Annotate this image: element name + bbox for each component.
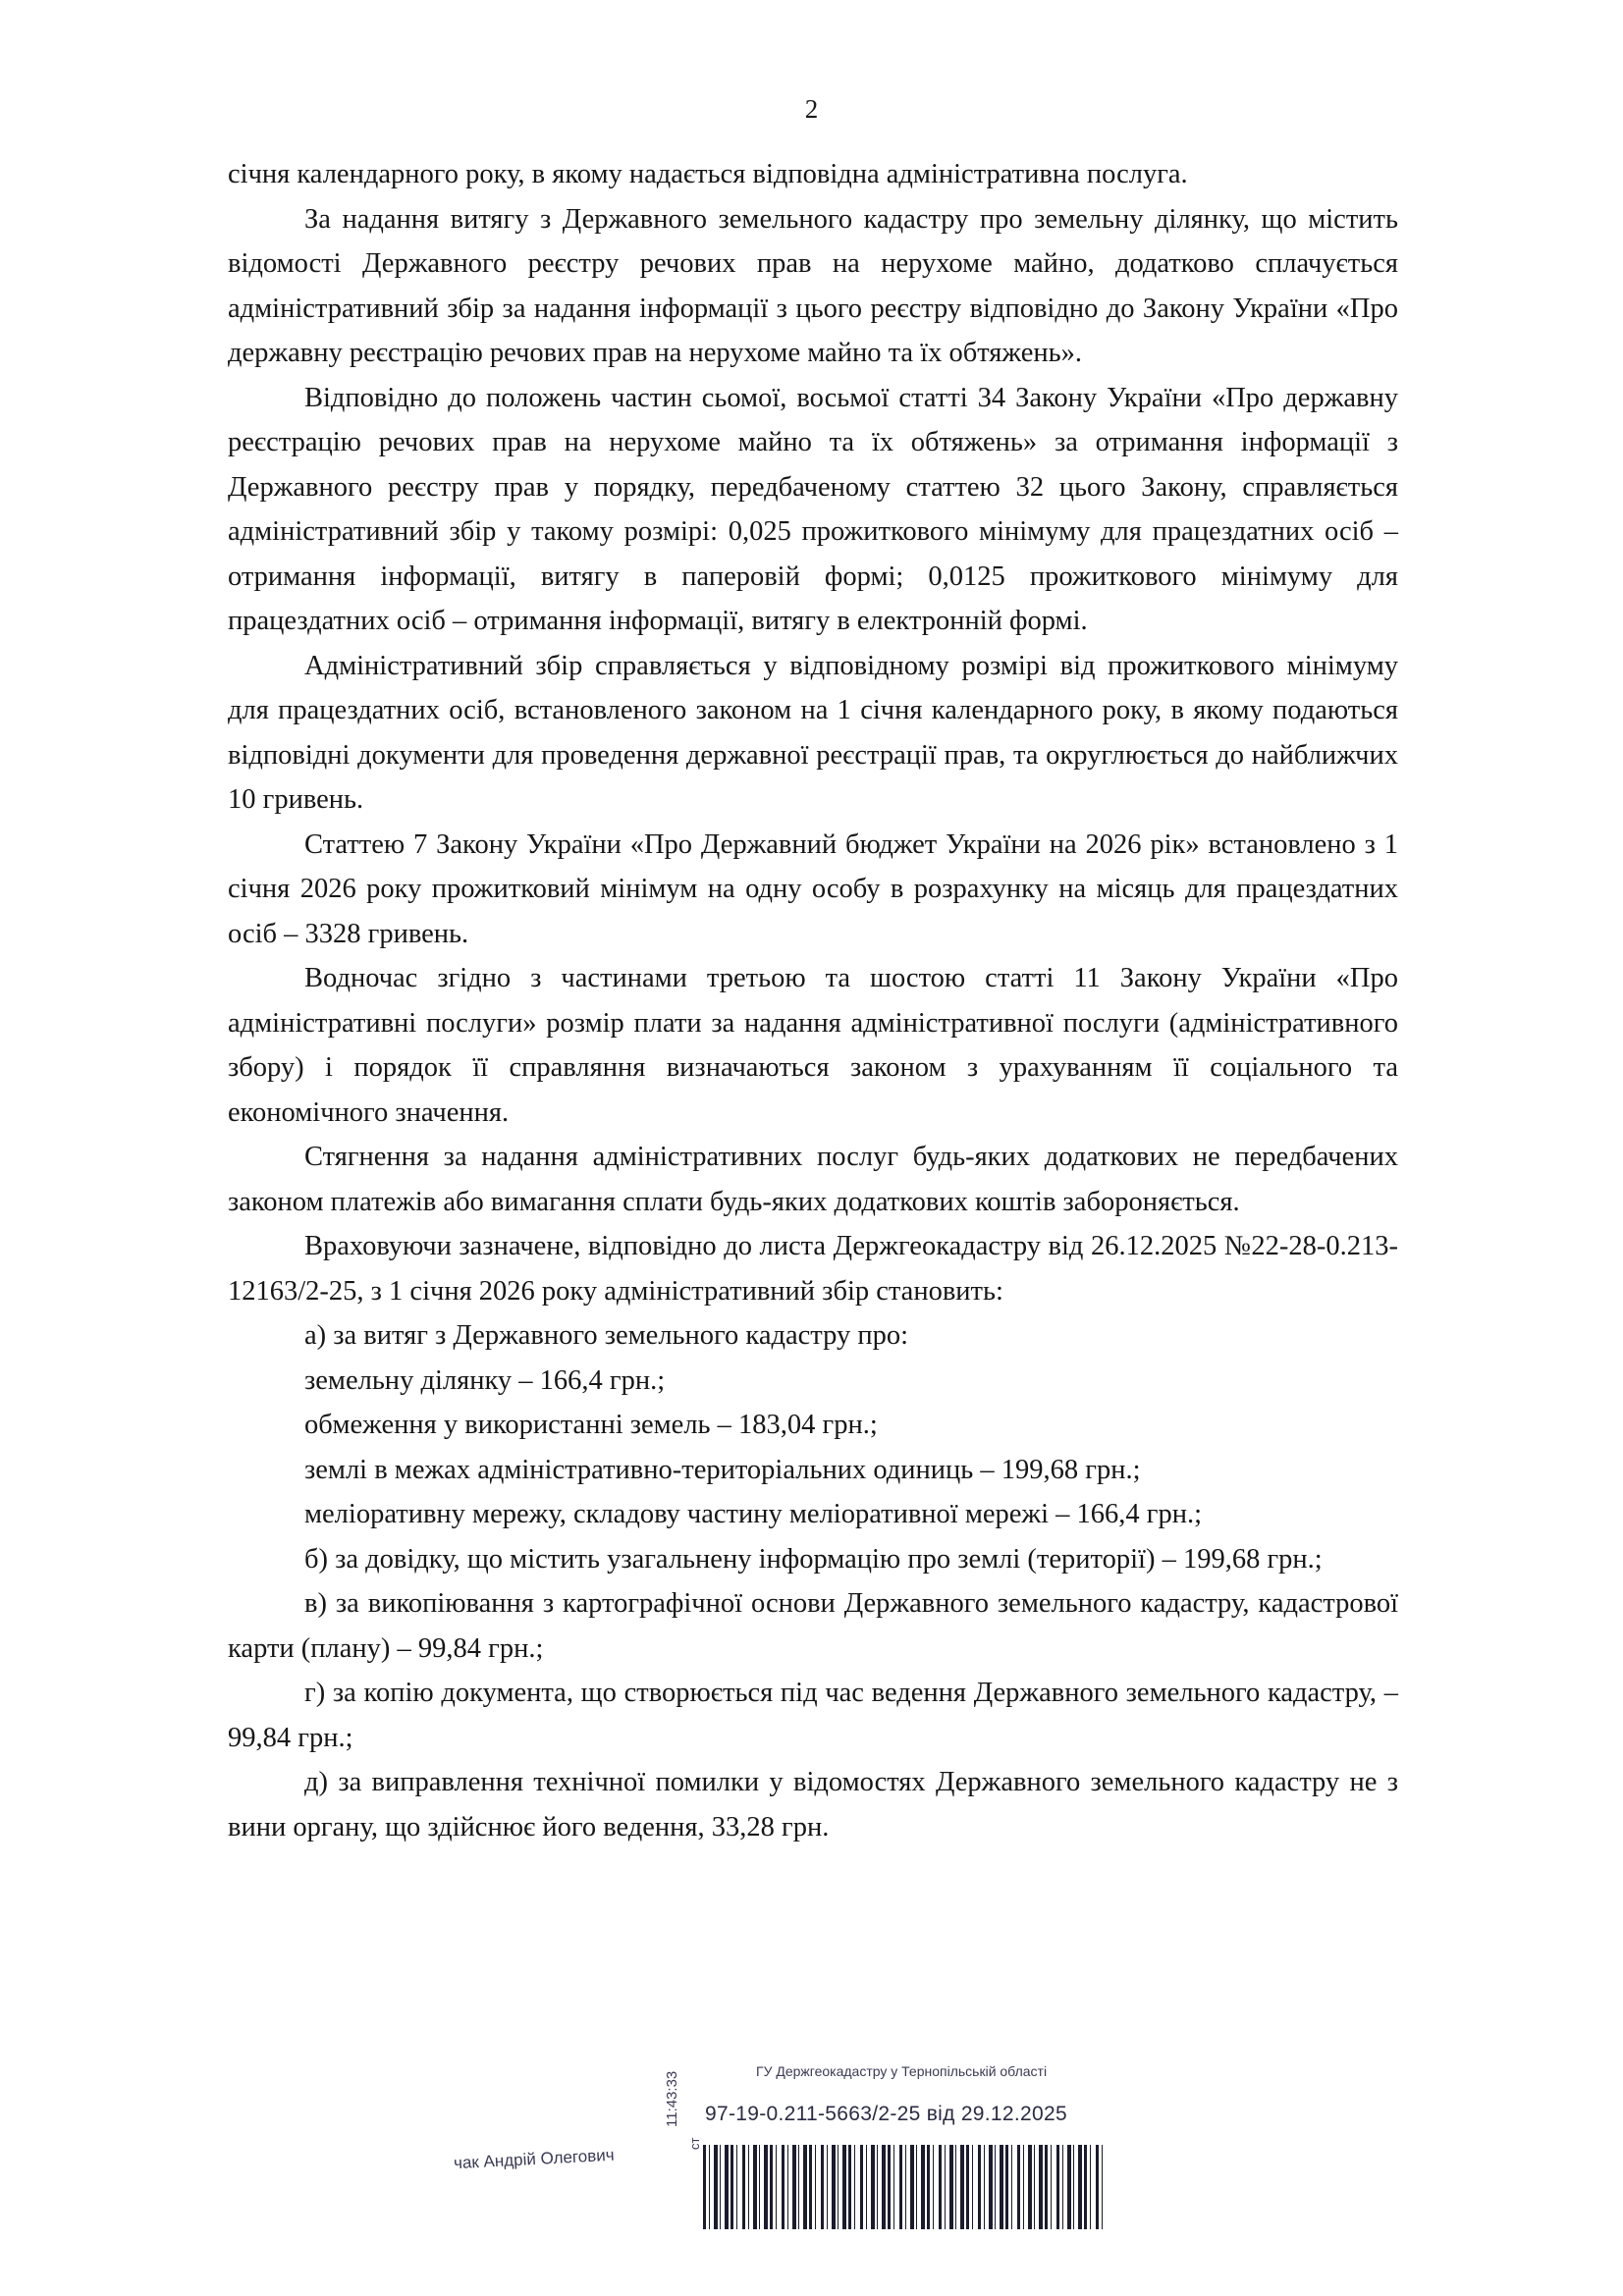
- paragraph: січня календарного року, в якому надається відповідна адміністративна послуга.: [228, 159, 1188, 189]
- digital-signature-stamp: [0, 2034, 1623, 2296]
- stamp-registration-code: 97-19-0.211-5663/2-25 від 29.12.2025: [705, 2103, 1067, 2125]
- list-item: обмеження у використанні земель – 183,04 грн.;: [304, 1410, 878, 1440]
- stamp-signer-name: чак Андрій Олегович: [453, 2145, 616, 2173]
- paragraph: За надання витягу з Державного земельного кадастру про земельну ділянку, що містить відомості Державного реєстру речових прав на нерухоме майно, додатково сплачується адміністративний збір за надання інформації з цього реєстру відповідно до Закону України «Про державну реєстрацію речових прав на нерухоме майно та їх обтяжень».: [228, 203, 1398, 368]
- list-item: а) за витяг з Державного земельного кадастру про:: [304, 1320, 908, 1351]
- paragraph: Стягнення за надання адміністративних послуг будь-яких додаткових не передбачених законом платежів або вимагання сплати будь-яких додаткових коштів забороняється.: [228, 1142, 1398, 1217]
- list-item: землі в межах адміністративно-територіальних одиниць – 199,68 грн.;: [304, 1454, 1141, 1485]
- stamp-timestamp-secondary: ст: [687, 2137, 702, 2150]
- stamp-organization: ГУ Держгеокадастру у Тернопільській області: [756, 2063, 1048, 2079]
- list-item: земельну ділянку – 166,4 грн.;: [304, 1364, 666, 1396]
- list-item: г) за копію документа, що створюється під час ведення Державного земельного кадастру, – 99,84 грн.;: [228, 1678, 1398, 1753]
- list-item: б) за довідку, що містить узагальнену інформацію про землі (території) – 199,68 грн.;: [304, 1543, 1323, 1575]
- stamp-timestamp: 11:43:33: [664, 2070, 680, 2127]
- paragraph: Водночас згідно з частинами третьою та шостою статті 11 Закону України «Про адміністративні послуги» розмір плати за надання адміністративної послуги (адміністративного збору) і порядок її справляння визначаються законом з урахуванням її соціального та економічного значення.: [228, 963, 1398, 1128]
- page-number: 2: [804, 94, 819, 124]
- paragraph: Враховуючи зазначене, відповідно до листа Держгеокадастру від 26.12.2025 №22-28-0.213-12163/2-25, з 1 січня 2026 року адміністративний збір становить:: [228, 1231, 1398, 1307]
- barcode-icon: [703, 2145, 1106, 2229]
- paragraph: Відповідно до положень частин сьомої, восьмої статті 34 Закону України «Про державну реєстрацію речових прав на нерухоме майно та їх обтяжень» за отримання інформації з Державного реєстру прав у порядку, передбаченому статтею 32 цього Закону, справляється адміністративний збір у такому розмірі: 0,025 прожиткового мінімуму для працездатних осіб – отримання інформації, витягу в паперовій формі; 0,0125 прожиткового мінімуму для працездатних осіб – отримання інформації, витягу в електронній формі.: [228, 382, 1398, 636]
- list-item: меліоративну мережу, складову частину меліоративної мережі – 166,4 грн.;: [304, 1499, 1203, 1529]
- paragraph: Адміністративний збір справляється у відповідному розмірі від прожиткового мінімуму для працездатних осіб, встановленого законом на 1 січня календарного року, в якому подаються відповідні документи для проведення державної реєстрації прав, та округлюється до найближчих 10 гривень.: [228, 650, 1398, 815]
- list-item: д) за виправлення технічної помилки у відомостях Державного земельного кадастру не з вини органу, що здійснює його ведення, 33,28 грн.: [228, 1767, 1398, 1842]
- list-item: в) за викопіювання з картографічної основи Державного земельного кадастру, кадастрової карти (плану) – 99,84 грн.;: [228, 1588, 1398, 1664]
- document-body: [228, 152, 1398, 1849]
- paragraph: Статтею 7 Закону України «Про Державний бюджет України на 2026 рік» встановлено з 1 січня 2026 року прожитковий мінімум на одну особу в розрахунку на місяць для працездатних осіб – 3328 гривень.: [228, 828, 1398, 949]
